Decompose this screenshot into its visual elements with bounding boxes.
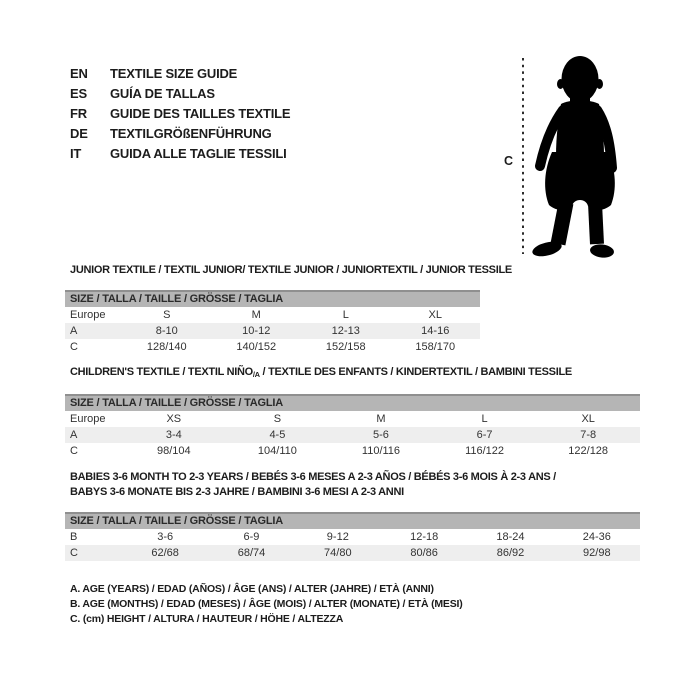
table-cell: 10-12 — [242, 325, 271, 337]
children-section-title — [70, 366, 572, 381]
table-cell: 62/68 — [151, 547, 179, 559]
children-title-rest: / TEXTILE DES ENFANTS / KINDERTEXTIL / BAMBINI TESSILE — [259, 366, 572, 378]
table-row — [65, 443, 640, 459]
table-cell: 12-18 — [410, 531, 439, 543]
lang-row-fr — [70, 104, 290, 124]
table-row — [65, 323, 480, 339]
lang-row-es — [70, 84, 290, 104]
note-height-cm: C. (cm) HEIGHT / ALTURA / HAUTEUR / HÖHE / ALTEZZA — [70, 612, 344, 625]
lang-code: FR — [70, 106, 87, 121]
table-row — [65, 307, 480, 323]
table-size-header: SIZE / TALLA / TAILLE / GRÖSSE / TAGLIA — [65, 290, 480, 307]
baby-silhouette-image — [500, 48, 660, 263]
table-row — [65, 411, 640, 427]
table-cell: L — [342, 309, 349, 321]
table-cell: 74/80 — [324, 547, 352, 559]
lang-row-de — [70, 124, 290, 144]
lang-label: GUIDA ALLE TAGLIE TESSILI — [110, 146, 287, 161]
lang-label: TEXTILGRÖßENFÜHRUNG — [110, 126, 272, 141]
table-size-header: SIZE / TALLA / TAILLE / GRÖSSE / TAGLIA — [65, 394, 640, 411]
note-age-years: A. AGE (YEARS) / EDAD (AÑOS) / ÂGE (ANS) / ALTER (JAHRE) / ETÀ (ANNI) — [70, 583, 434, 595]
legend-notes — [70, 582, 463, 626]
lang-row-it — [70, 144, 290, 164]
babies-section-title-line1: BABIES 3-6 MONTH TO 2-3 YEARS / BEBÉS 3-6 MESES A 2-3 AÑOS / BÉBÉS 3-6 MOIS À 2-3 ANS / — [70, 471, 556, 483]
table-row — [65, 339, 480, 355]
table-cell: S — [163, 309, 171, 321]
row-label: C — [70, 547, 78, 559]
table-cell: 14-16 — [421, 325, 450, 337]
table-row — [65, 427, 640, 443]
lang-code: IT — [70, 146, 82, 161]
row-label: C — [70, 445, 78, 457]
table-cell: 92/98 — [583, 547, 611, 559]
table-cell: M — [376, 413, 386, 425]
table-cell: 5-6 — [373, 429, 389, 441]
table-cell: 98/104 — [156, 445, 191, 457]
table-size-header: SIZE / TALLA / TAILLE / GRÖSSE / TAGLIA — [65, 512, 640, 529]
table-cell: 104/110 — [257, 445, 297, 457]
table-cell: 152/158 — [325, 341, 366, 353]
table-cell: 24-36 — [582, 531, 611, 543]
table-cell: XS — [166, 413, 182, 425]
table-cell: L — [481, 413, 488, 425]
table-cell: 8-10 — [155, 325, 178, 337]
table-cell: XL — [581, 413, 595, 425]
children-size-table — [65, 394, 640, 459]
row-label: Europe — [70, 413, 106, 425]
table-cell: 68/74 — [237, 547, 266, 559]
lang-label: GUÍA DE TALLAS — [110, 86, 215, 101]
table-cell: 9-12 — [326, 531, 349, 543]
height-measure-label: C — [504, 154, 514, 168]
table-cell: 7-8 — [580, 429, 597, 441]
table-cell: 3-6 — [157, 531, 174, 543]
table-cell: 6-7 — [476, 429, 493, 441]
table-cell: 116/122 — [465, 445, 505, 457]
lang-row-en — [70, 64, 290, 84]
table-row — [65, 529, 640, 545]
table-cell: 86/92 — [496, 547, 525, 559]
table-cell: 3-4 — [165, 429, 182, 441]
children-title-subscript: /A — [252, 370, 260, 379]
table-cell: 18-24 — [496, 531, 525, 543]
table-cell: S — [273, 413, 282, 425]
table-cell: M — [251, 309, 261, 321]
row-label: A — [70, 325, 78, 337]
baby-figure — [500, 48, 660, 263]
table-cell: 4-5 — [269, 429, 286, 441]
note-age-months: B. AGE (MONTHS) / EDAD (MESES) / ÂGE (MOIS) / ALTER (MONATE) / ETÀ (MESI) — [70, 597, 463, 610]
lang-code: ES — [70, 86, 87, 101]
table-cell: 140/152 — [236, 341, 277, 353]
junior-size-table — [65, 290, 480, 355]
table-cell: 110/116 — [361, 445, 401, 457]
table-cell: 128/140 — [146, 341, 187, 353]
lang-code: EN — [70, 66, 88, 81]
row-label: B — [70, 531, 78, 543]
table-cell: 80/86 — [410, 547, 438, 559]
language-title-block — [70, 64, 290, 164]
junior-section-title: JUNIOR TEXTILE / TEXTIL JUNIOR/ TEXTILE JUNIOR / JUNIORTEXTIL / JUNIOR TESSILE — [70, 264, 512, 276]
table-cell: 6-9 — [243, 531, 260, 543]
babies-section-title-line2: BABYS 3-6 MONATE BIS 2-3 JAHRE / BAMBINI 3-6 MESI A 2-3 ANNI — [70, 486, 404, 498]
lang-code: DE — [70, 126, 88, 141]
children-title-main: CHILDREN'S TEXTILE / TEXTIL NIÑO — [70, 366, 253, 378]
babies-size-table — [65, 512, 640, 561]
table-cell: 12-13 — [331, 325, 360, 337]
row-label: C — [70, 341, 78, 353]
table-row — [65, 545, 640, 561]
lang-label: GUIDE DES TAILLES TEXTILE — [110, 106, 291, 121]
table-cell: 122/128 — [568, 445, 609, 457]
lang-label: TEXTILE SIZE GUIDE — [110, 66, 238, 81]
table-cell: 158/170 — [415, 341, 456, 353]
row-label: A — [70, 429, 78, 441]
table-cell: XL — [428, 309, 442, 321]
row-label: Europe — [70, 309, 106, 321]
